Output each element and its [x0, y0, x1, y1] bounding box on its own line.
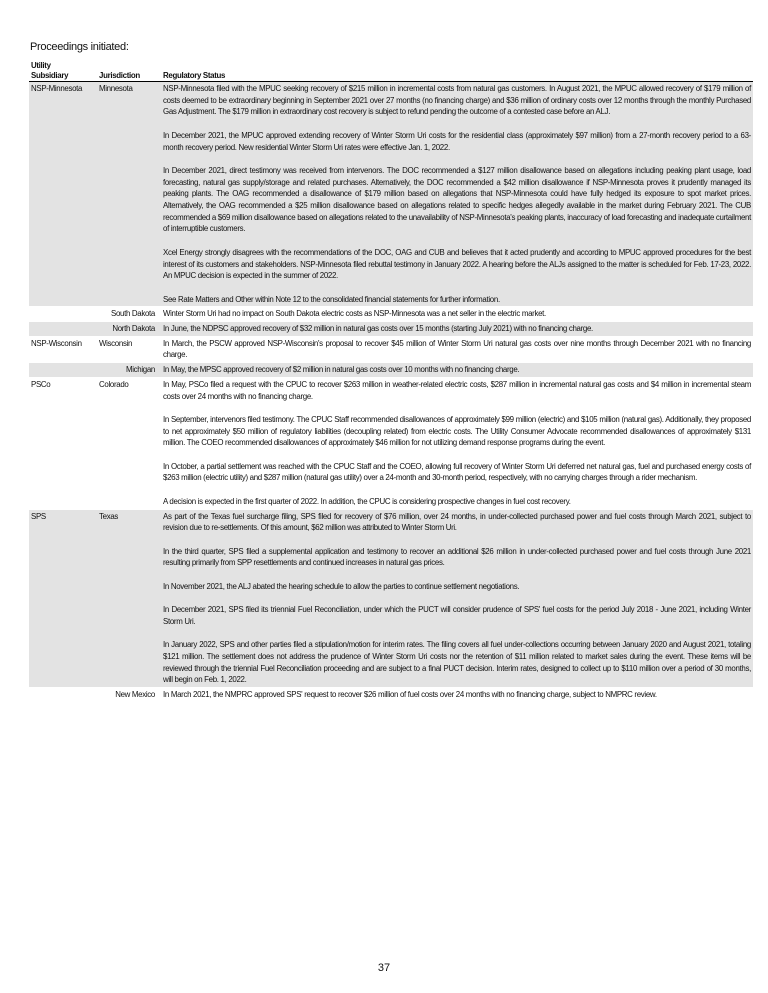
table-body — [29, 82, 753, 702]
cell-regulatory-status — [161, 322, 753, 337]
status-paragraph: In March, the PSCW approved NSP-Wisconsin's proposal to recover $45 million of Winter Storm Uri natural gas costs over nine months through December 2021 with no financing charge. — [163, 338, 751, 360]
cell-jurisdiction: New Mexico — [97, 687, 161, 701]
cell-regulatory-status — [161, 687, 753, 701]
table-header-row — [29, 61, 753, 82]
status-paragraph: Winter Storm Uri had no impact on South Dakota electric costs as NSP-Minnesota was a net seller in the electric market. — [163, 309, 546, 319]
cell-regulatory-status — [161, 509, 753, 687]
status-paragraph: In December 2021, direct testimony was received from intervenors. The DOC recommended a $127 million disallowance based on allegations including peaking plant usage, load forecasting, natural gas supply/storage and related purchases. Alternatively, the DOC recommended a $42 million disallowance if NSP-Minnesota proves it prudently managed its peaking plants. The OAG recommended a disallowance of $179 million based on allegations that NSP-Minnesota could have fully hedged its exposure to spot market prices. Alternatively, the OAG recommended a $25 million disallowance based on allegations related to specific hedges allegedly available in the market during February 2021. The CUB recommended a $69 million disallowance based on allegations related to the unavailability of NSP-Minnesota's peaking plants, inaccuracy of load forecasting and inadequate curtailment of interruptible customers. — [163, 165, 751, 234]
column-header-subsidiary-line2: Subsidiary — [31, 70, 69, 80]
column-header-subsidiary — [29, 61, 97, 82]
cell-subsidiary: SPS — [29, 509, 97, 687]
status-paragraph: NSP-Minnesota filed with the MPUC seeking recovery of $215 million in incremental costs from natural gas customers. In August 2021, the MPUC allowed recovery of $179 million of costs deemed to be extraordinary beginning in September 2021 over 27 months (no financing charge) and $36 million of ordinary costs over 12 months through the monthly Purchased Gas Adjustment. The $179 million in extraordinary cost recovery is subject to refund pending the outcome of a contested case before an ALJ. — [163, 84, 751, 117]
cell-jurisdiction: South Dakota — [97, 307, 161, 322]
table-row — [29, 687, 753, 701]
proceedings-table — [29, 61, 753, 702]
cell-regulatory-status — [161, 307, 753, 322]
status-paragraph: A decision is expected in the first quarter of 2022. In addition, the CPUC is considering prospective changes in fuel cost recovery. — [163, 496, 571, 506]
cell-regulatory-status — [161, 82, 753, 307]
status-paragraph: In September, intervenors filed testimony. The CPUC Staff recommended disallowances of approximately $99 million (electric) and $105 million (natural gas). Additionally, they proposed to net approximately $50 million of regulatory liabilities (decoupling related) from electric costs. The Utility Consumer Advocate recommended disallowances of approximately $131 million. The COEO recommended disallowances of approximately $46 million for not utilizing demand response programs during the event. — [163, 414, 751, 448]
status-paragraph: In October, a partial settlement was reached with the CPUC Staff and the COEO, allowing full recovery of Winter Storm Uri deferred net natural gas, fuel and purchased energy costs of $263 million (electric utility) and $287 million (natural gas utility) over a 24-month and 30-month period, respectively, with no carrying charges through a rider mechanism. — [163, 461, 751, 483]
section-heading: Proceedings initiated: — [30, 41, 129, 53]
status-paragraph: In January 2022, SPS and other parties filed a stipulation/motion for interim rates. The filing covers all fuel under-collections occurring between January 2020 and August 2021, totaling $121 million. The settlement does not address the prudence of Winter Storm Uri costs nor the retention of $11 million related to market sales during the event. These items will be reviewed through the triennial Fuel Reconciliation proceeding and are subject to a final PUCT decision. Interim rates, designed to collect up to $110 million over a period of 30 months, will begin on Feb. 1, 2022. — [163, 640, 751, 685]
cell-jurisdiction: Texas — [97, 509, 161, 687]
cell-jurisdiction: Wisconsin — [97, 336, 161, 362]
cell-subsidiary — [29, 307, 97, 322]
table-row — [29, 377, 753, 509]
cell-subsidiary — [29, 363, 97, 378]
cell-regulatory-status — [161, 336, 753, 362]
table-row — [29, 509, 753, 687]
status-paragraph: As part of the Texas fuel surcharge filing, SPS filed for recovery of $76 million, over 24 months, in under-collected purchased power and fuel costs through March 2021, subject to revision due to re-settlements. Of this amount, $62 million was attributed to Winter Storm Uri. — [163, 511, 751, 533]
cell-regulatory-status — [161, 377, 753, 509]
cell-subsidiary — [29, 687, 97, 701]
cell-jurisdiction: Michigan — [97, 363, 161, 378]
cell-jurisdiction: North Dakota — [97, 322, 161, 337]
table-row — [29, 336, 753, 362]
page-number: 37 — [377, 962, 391, 974]
status-paragraph: In March 2021, the NMPRC approved SPS' request to recover $26 million of fuel costs over 24 months with no financing charge, subject to NMPRC review. — [163, 689, 657, 699]
status-paragraph: In November 2021, the ALJ abated the hearing schedule to allow the parties to continue settlement negotiations. — [163, 581, 520, 591]
status-paragraph: Xcel Energy strongly disagrees with the recommendations of the DOC, OAG and CUB and believes that it acted prudently and according to MPUC approved procedures for the best interest of its customers and stakeholders. NSP-Minnesota filed rebuttal testimony in January 2022. A hearing before the ALJs assigned to the matter is scheduled for Feb. 17-23, 2022. An MPUC decision is expected in the summer of 2022. — [163, 247, 751, 281]
status-paragraph: In the third quarter, SPS filed a supplemental application and testimony to recover an additional $26 million in under-collected purchased power and fuel costs through June 2021 resulting primarily from SPP resettlements and continued increases in natural gas prices. — [163, 546, 751, 568]
status-paragraph: See Rate Matters and Other within Note 12 to the consolidated financial statements for further information. — [163, 294, 500, 304]
table-row — [29, 322, 753, 337]
table-row — [29, 307, 753, 322]
cell-subsidiary: NSP-Wisconsin — [29, 336, 97, 362]
cell-subsidiary: NSP-Minnesota — [29, 82, 97, 307]
cell-subsidiary — [29, 322, 97, 337]
status-paragraph: In May, the MPSC approved recovery of $2 million in natural gas costs over 10 months with no financing charge. — [163, 365, 520, 375]
table-row — [29, 82, 753, 307]
cell-jurisdiction: Colorado — [97, 377, 161, 509]
table-row — [29, 363, 753, 378]
column-header-status: Regulatory Status — [161, 61, 753, 82]
status-paragraph: In December 2021, the MPUC approved extending recovery of Winter Storm Uri costs for the residential class (approximately $97 million) from a 27-month recovery period to a 63-month recovery period. New residential Winter Storm Uri rates were effective Jan. 1, 2022. — [163, 130, 751, 152]
cell-jurisdiction: Minnesota — [97, 82, 161, 307]
column-header-jurisdiction: Jurisdiction — [97, 61, 161, 82]
cell-subsidiary: PSCo — [29, 377, 97, 509]
cell-regulatory-status — [161, 363, 753, 378]
column-header-subsidiary-line1: Utility — [31, 61, 51, 70]
status-paragraph: In December 2021, SPS filed its triennial Fuel Reconciliation, under which the PUCT will consider prudence of SPS' fuel costs for the period July 2018 - June 2021, including Winter Storm Uri. — [163, 605, 751, 626]
status-paragraph: In June, the NDPSC approved recovery of $32 million in natural gas costs over 15 months (starting July 2021) with no financing charge. — [163, 324, 593, 333]
status-paragraph: In May, PSCo filed a request with the CPUC to recover $263 million in weather-related electric costs, $287 million in incremental natural gas costs and $4 million in incremental steam costs over 24 months with no financing charge. — [163, 379, 751, 401]
